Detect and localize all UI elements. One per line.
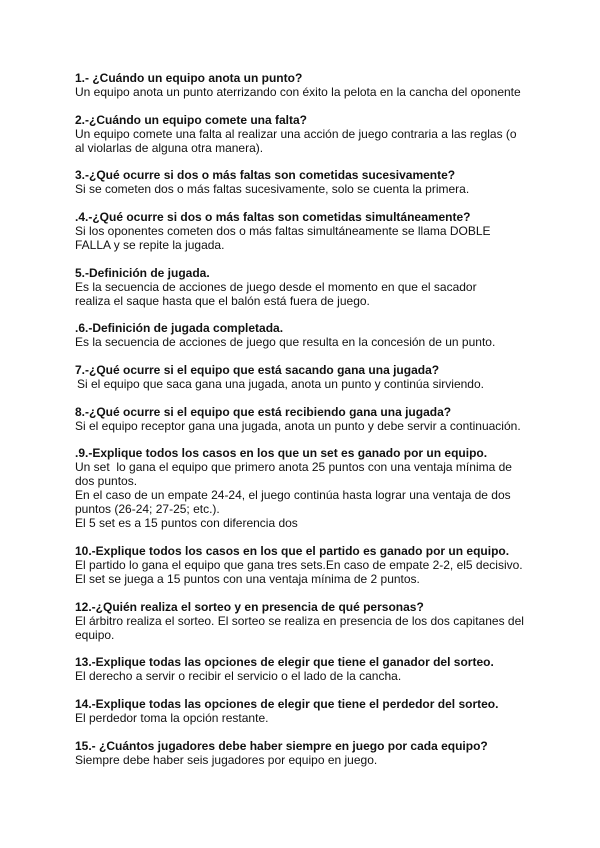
answer-line: Es la secuencia de acciones de juego desde el momento en que el sacador — [75, 279, 477, 294]
answer-line: FALLA y se repite la jugada. — [75, 237, 225, 252]
qa-item-5 — [75, 267, 600, 309]
qa-item-14 — [75, 698, 600, 726]
question-heading: 8.-¿Qué ocurre si el equipo que está recibiendo gana una jugada? — [75, 404, 452, 419]
qa-item-2 — [75, 114, 600, 156]
qa-item-15 — [75, 740, 600, 768]
qa-item-3 — [75, 169, 600, 197]
answer-line: equipo. — [75, 627, 115, 642]
question-heading: .6.-Definición de jugada completada. — [75, 321, 284, 336]
question-heading: 10.-Explique todos los casos en los que el partido es ganado por un equipo. — [75, 544, 510, 558]
qa-item-6 — [75, 322, 600, 350]
answer-line: Si los oponentes cometen dos o más faltas simultáneamente se llama DOBLE — [75, 224, 491, 239]
question-heading: 13.-Explique todas las opciones de elegir que tiene el ganador del sorteo. — [75, 655, 494, 670]
qa-item-8 — [75, 406, 600, 434]
question-heading: 3.-¿Qué ocurre si dos o más faltas son cometidas sucesivamente? — [75, 168, 456, 183]
question-heading: 5.-Definición de jugada. — [75, 265, 210, 280]
answer-line: Si el equipo receptor gana una jugada, anota un punto y debe servir a continuación. — [75, 418, 521, 433]
answer-line: Un equipo anota un punto aterrizando con éxito la pelota en la cancha del oponente — [75, 84, 521, 99]
answer-line: El 5 set es a 15 puntos con diferencia dos — [75, 516, 298, 531]
answer-line: El partido lo gana el equipo que gana tres sets.En caso de empate 2-2, el5 decisivo. — [75, 557, 523, 572]
qa-item-7 — [75, 364, 600, 392]
question-heading: 7.-¿Qué ocurre si el equipo que está sacando gana una jugada? — [75, 363, 440, 378]
answer-line: Si se cometen dos o más faltas sucesivamente, solo se cuenta la primera. — [75, 182, 470, 197]
qa-item-1 — [75, 72, 600, 100]
question-heading: 15.- ¿Cuántos jugadores debe haber siempre en juego por cada equipo? — [75, 738, 488, 753]
answer-line: Un set lo gana el equipo que primero anota 25 puntos con una ventaja mínima de — [75, 460, 512, 475]
answer-line: El set se juega a 15 puntos con una ventaja mínima de 2 puntos. — [75, 571, 420, 586]
answer-line: Si el equipo que saca gana una jugada, anota un punto y continúa sirviendo. — [77, 377, 484, 392]
qa-item-12 — [75, 601, 600, 643]
question-heading: 12.-¿Quién realiza el sorteo y en presencia de qué personas? — [75, 599, 424, 614]
qa-item-9 — [75, 447, 600, 531]
question-heading: .4.-¿Qué ocurre si dos o más faltas son cometidas simultáneamente? — [75, 210, 471, 225]
answer-line: Siempre debe haber seis jugadores por equipo en juego. — [75, 752, 378, 767]
answer-line: puntos (26-24; 27-25; etc.). — [75, 502, 220, 517]
question-heading: 2.-¿Cuándo un equipo comete una falta? — [75, 112, 308, 127]
answer-line: realiza el saque hasta que el balón está fuera de juego. — [75, 293, 370, 308]
answer-line: al violarlas de alguna otra manera). — [75, 140, 264, 155]
answer-line: dos puntos. — [75, 474, 138, 489]
answer-line: Es la secuencia de acciones de juego que resulta en la concesión de un punto. — [75, 335, 496, 350]
qa-item-4 — [75, 211, 600, 253]
question-heading: .9.-Explique todos los casos en los que un set es ganado por un equipo. — [75, 446, 488, 461]
question-heading: 1.- ¿Cuándo un equipo anota un punto? — [75, 71, 303, 85]
answer-line: El perdedor toma la opción restante. — [75, 710, 269, 725]
qa-item-10 — [75, 545, 600, 587]
answer-line: Un equipo comete una falta al realizar una acción de juego contraria a las reglas (o — [75, 126, 517, 141]
qa-item-13 — [75, 656, 600, 684]
answer-line: En el caso de un empate 24-24, el juego continúa hasta lograr una ventaja de dos — [75, 488, 511, 503]
answer-line: El árbitro realiza el sorteo. El sorteo se realiza en presencia de los dos capitanes del — [75, 613, 524, 628]
question-heading: 14.-Explique todas las opciones de elegir que tiene el perdedor del sorteo. — [75, 697, 499, 712]
answer-line: El derecho a servir o recibir el servicio o el lado de la cancha. — [75, 669, 402, 684]
